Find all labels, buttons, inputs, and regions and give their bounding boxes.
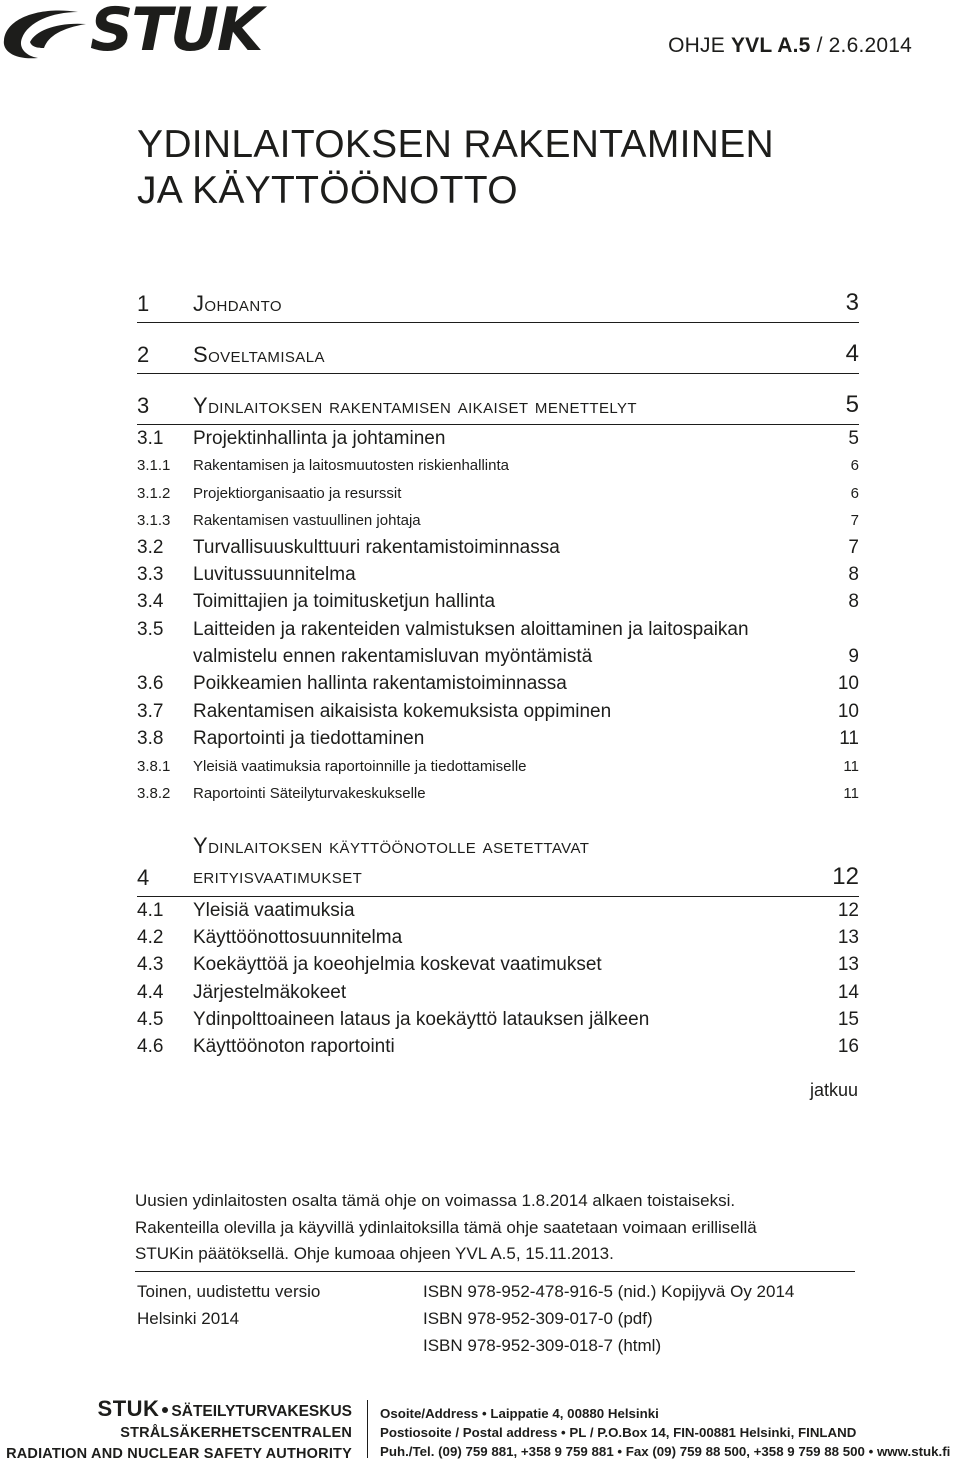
footer-contact — [380, 1404, 950, 1461]
bullet-icon — [162, 1407, 168, 1413]
footer-org-sv: STRÅLSÄKERHETSCENTRALEN — [120, 1425, 352, 1441]
toc-page-number: 12 — [837, 899, 859, 921]
toc-number: 4.4 — [137, 981, 164, 1003]
toc-title: Käyttöönoton raportointi — [193, 1036, 395, 1058]
footer-org-short: STUK — [97, 1396, 160, 1421]
toc-entry[interactable] — [137, 272, 859, 323]
toc-entry[interactable] — [137, 780, 859, 807]
toc-entry[interactable] — [137, 323, 859, 374]
toc-number: 3.1.2 — [137, 484, 171, 502]
title-line-2: JA KÄYTTÖÖNOTTO — [137, 169, 518, 212]
toc-page-number: 4 — [845, 340, 859, 367]
toc-page-number: 7 — [848, 536, 859, 558]
toc-number: 4.1 — [137, 899, 164, 921]
toc-number: 2 — [137, 342, 150, 367]
toc-page-number: 8 — [848, 591, 859, 613]
isbn-line-2: ISBN 978-952-309-017-0 (pdf) — [423, 1309, 653, 1328]
toc-number: 4.2 — [137, 927, 164, 949]
table-of-contents — [137, 272, 859, 1061]
footer-org-fi: SÄTEILYTURVAKESKUS — [171, 1403, 352, 1420]
validity-line-3: STUKin päätöksellä. Ohje kumoaa ohjeen YVL A.5, 15.11.2013. — [135, 1244, 614, 1263]
toc-page-number: 13 — [837, 927, 859, 949]
toc-page-number: 5 — [845, 391, 859, 418]
toc-page-number: 11 — [843, 785, 859, 802]
toc-number: 3.1 — [137, 427, 164, 449]
edition-line-1: Toinen, uudistettu versio — [137, 1282, 321, 1301]
toc-entry[interactable] — [137, 480, 859, 507]
toc-entry[interactable] — [137, 507, 859, 534]
toc-title: Johdanto — [193, 291, 282, 316]
edition-line-2: Helsinki 2014 — [137, 1309, 240, 1328]
toc-page-number: 13 — [837, 954, 859, 976]
document-date: / 2.6.2014 — [810, 34, 912, 57]
isbn-info — [423, 1278, 794, 1359]
toc-entry[interactable] — [137, 807, 859, 897]
toc-title: Käyttöönottosuunnitelma — [193, 927, 403, 949]
toc-number: 3 — [137, 393, 150, 418]
toc-number: 3.5 — [137, 618, 164, 640]
toc-entry[interactable] — [137, 425, 859, 452]
toc-title-line-2: erityisvaatimukset — [193, 863, 363, 889]
toc-page-number: 12 — [832, 863, 859, 891]
toc-page-number: 3 — [845, 289, 859, 316]
toc-entry[interactable] — [137, 534, 859, 561]
toc-entry[interactable] — [137, 616, 859, 643]
toc-title: Laitteiden ja rakenteiden valmistuksen aloittaminen ja laitospaikan — [193, 618, 749, 640]
toc-number: 4.3 — [137, 954, 164, 976]
toc-entry[interactable] — [137, 671, 859, 698]
toc-title: Luvitussuunnitelma — [193, 564, 356, 586]
toc-title — [193, 831, 832, 891]
page-title — [137, 122, 774, 214]
toc-page-number: 10 — [837, 700, 859, 722]
toc-number: 3.7 — [137, 700, 164, 722]
stuk-logo — [0, 0, 262, 66]
toc-number: 3.1.1 — [137, 457, 171, 475]
toc-entry[interactable] — [137, 698, 859, 725]
footer-phone: Puh./Tel. (09) 759 881, +358 9 759 881 • Fax (09) 759 88 500, +358 9 759 88 500 • www.stuk.fi — [380, 1444, 951, 1459]
footer-address: Osoite/Address • Laippatie 4, 00880 Helsinki — [380, 1406, 659, 1421]
edition-info — [137, 1278, 320, 1332]
toc-number: 4.5 — [137, 1008, 164, 1030]
footer-organization — [0, 1398, 352, 1465]
toc-entry[interactable] — [137, 1034, 859, 1061]
toc-entry[interactable] — [137, 374, 859, 425]
toc-title: Yleisiä vaatimuksia — [193, 899, 355, 921]
toc-number: 3.8.1 — [137, 757, 171, 775]
validity-line-2: Rakenteilla olevilla ja käyvillä ydinlaitoksilla tämä ohje saatetaan voimaan erillisellä — [135, 1217, 757, 1237]
toc-number: 3.1.3 — [137, 512, 171, 530]
toc-number: 4.6 — [137, 1036, 164, 1058]
toc-title: Rakentamisen aikaisista kokemuksista oppiminen — [193, 700, 612, 722]
toc-title: Ydinlaitoksen rakentamisen aikaiset menettelyt — [193, 393, 637, 418]
validity-line-1: Uusien ydinlaitosten osalta tämä ohje on voimassa 1.8.2014 alkaen toistaiseksi. — [135, 1191, 736, 1210]
toc-title: Rakentamisen vastuullinen johtaja — [193, 512, 421, 530]
toc-page-number: 11 — [843, 757, 859, 775]
toc-entry[interactable] — [137, 979, 859, 1006]
toc-title: Ydinpolttoaineen lataus ja koekäyttö latauksen jälkeen — [193, 1008, 650, 1030]
toc-entry[interactable] — [137, 1006, 859, 1033]
toc-title: Poikkeamien hallinta rakentamistoiminnassa — [193, 673, 567, 695]
toc-entry[interactable] — [137, 924, 859, 951]
toc-number: 3.3 — [137, 564, 164, 586]
title-line-1: YDINLAITOKSEN RAKENTAMINEN — [137, 123, 774, 166]
toc-title: Rakentamisen ja laitosmuutosten riskienhallinta — [193, 457, 509, 475]
toc-page-number: 8 — [848, 564, 859, 586]
toc-title: Yleisiä vaatimuksia raportoinnille ja tiedottamiselle — [193, 757, 527, 775]
toc-page-number: 6 — [850, 484, 859, 502]
toc-page-number: 6 — [850, 457, 859, 475]
toc-title: Projektiorganisaatio ja resurssit — [193, 484, 402, 502]
footer-postal: Postiosoite / Postal address • PL / P.O.Box 14, FIN-00881 Helsinki, FINLAND — [380, 1425, 857, 1440]
toc-entry[interactable] — [137, 725, 859, 752]
toc-title: Soveltamisala — [193, 342, 325, 367]
toc-entry[interactable] — [137, 561, 859, 588]
logo-wordmark: STUK — [90, 0, 262, 65]
toc-page-number: 15 — [837, 1008, 859, 1030]
validity-note — [135, 1188, 855, 1272]
toc-title: Raportointi Säteilyturvakeskukselle — [193, 785, 426, 802]
toc-entry[interactable] — [137, 589, 859, 616]
isbn-line-3: ISBN 978-952-309-018-7 (html) — [423, 1336, 662, 1355]
document-code — [668, 34, 912, 58]
toc-page-number: 7 — [850, 512, 859, 530]
toc-page-number: 16 — [837, 1036, 859, 1058]
toc-number: 1 — [137, 291, 150, 316]
toc-page-number: 14 — [837, 981, 859, 1003]
toc-number: 3.8 — [137, 727, 164, 749]
toc-title: Raportointi ja tiedottaminen — [193, 727, 425, 749]
toc-title: valmistelu ennen rakentamisluvan myöntämistä — [193, 646, 593, 668]
toc-title: Projektinhallinta ja johtaminen — [193, 427, 446, 449]
stuk-swoosh-logo-icon — [0, 4, 92, 62]
toc-title: Järjestelmäkokeet — [193, 981, 347, 1003]
toc-entry[interactable] — [137, 452, 859, 479]
toc-title: Turvallisuuskulttuuri rakentamistoiminnassa — [193, 536, 560, 558]
footer-org-en: RADIATION AND NUCLEAR SAFETY AUTHORITY — [6, 1446, 352, 1462]
toc-page-number: 10 — [837, 673, 859, 695]
document-code-bold: YVL A.5 — [730, 34, 811, 57]
isbn-line-1: ISBN 978-952-478-916-5 (nid.) Kopijyvä Oy 2014 — [423, 1282, 795, 1301]
continues-label: jatkuu — [809, 1080, 858, 1100]
document-prefix: OHJE — [668, 34, 731, 57]
footer-divider — [367, 1400, 368, 1458]
toc-number: 3.8.2 — [137, 785, 171, 802]
toc-number: 4 — [137, 865, 150, 891]
toc-entry[interactable] — [137, 643, 859, 670]
toc-entry[interactable] — [137, 897, 859, 924]
toc-entry[interactable] — [137, 753, 859, 780]
toc-page-number: 11 — [839, 727, 859, 749]
toc-title-line-1: Ydinlaitoksen käyttöönotolle asetettavat — [193, 833, 590, 859]
toc-number: 3.6 — [137, 673, 164, 695]
toc-title: Toimittajien ja toimitusketjun hallinta — [193, 591, 496, 613]
toc-page-number: 5 — [848, 427, 859, 449]
toc-title: Koekäyttöä ja koeohjelmia koskevat vaatimukset — [193, 954, 602, 976]
toc-page-number: 9 — [848, 646, 859, 668]
toc-number: 3.4 — [137, 591, 164, 613]
toc-number: 3.2 — [137, 536, 164, 558]
toc-entry[interactable] — [137, 952, 859, 979]
